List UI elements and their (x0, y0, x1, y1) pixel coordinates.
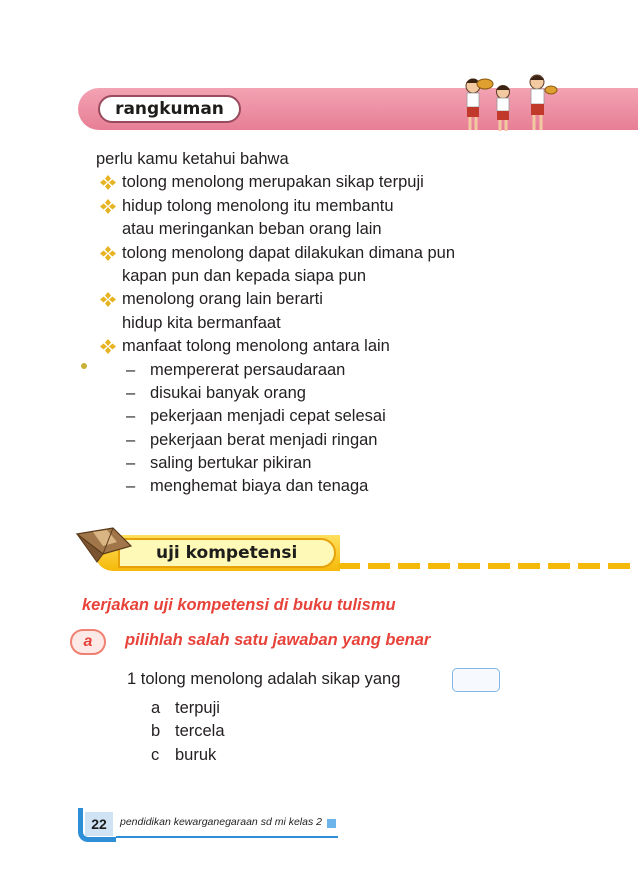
summary-list (96, 148, 455, 499)
test-header-label (118, 538, 336, 568)
summary-header-title: rangkuman (115, 99, 224, 119)
summary-point: manfaat tolong menolong antara lain (96, 335, 455, 358)
option-item[interactable]: c buruk (151, 745, 217, 764)
summary-point-continuation: hidup kita bermanfaat (122, 313, 281, 332)
diamond-bullet-icon (98, 335, 118, 358)
paper-plane-illustration (73, 524, 135, 564)
option-item[interactable]: b tercela (151, 722, 225, 741)
diamond-bullet-icon (98, 242, 118, 265)
diamond-bullet-icon (98, 288, 118, 311)
diamond-bullet-icon (98, 171, 118, 194)
summary-point: tolong menolong dapat dilakukan dimana pun (96, 242, 455, 265)
benefit-item: – pekerjaan menjadi cepat selesai (126, 407, 386, 426)
dash-decoration (338, 561, 638, 571)
benefit-item: – disukai banyak orang (126, 383, 306, 402)
summary-point-continuation: kapan pun dan kepada siapa pun (122, 266, 367, 285)
instruction-text: kerjakan uji kompetensi di buku tulismu (82, 596, 396, 614)
benefit-item: – menghemat biaya dan tenaga (126, 477, 369, 496)
section-title: pilihlah salah satu jawaban yang benar (125, 631, 431, 649)
section-letter-badge: a (70, 629, 106, 655)
summary-point-continuation: atau meringankan beban orang lain (122, 220, 382, 239)
children-illustration (455, 68, 565, 134)
margin-dot (81, 363, 87, 369)
summary-point: tolong menolong merupakan sikap terpuji (96, 171, 455, 194)
summary-header-label (98, 95, 241, 123)
benefit-item: – mempererat persaudaraan (126, 360, 346, 379)
test-header-title: uji kompetensi (156, 543, 298, 563)
diamond-bullet-icon (98, 195, 118, 218)
book-title: pendidikan kewarganegaraan sd mi kelas 2 (120, 816, 322, 828)
option-item[interactable]: a terpuji (151, 699, 220, 717)
answer-options (151, 697, 225, 767)
footer-square-icon (327, 819, 336, 828)
benefit-item: – saling bertukar pikiran (126, 454, 312, 473)
summary-point: menolong orang lain berarti (96, 288, 455, 311)
answer-field[interactable] (452, 668, 500, 692)
summary-point: hidup tolong menolong itu membantu (96, 195, 455, 218)
benefit-item: – pekerjaan berat menjadi ringan (126, 430, 378, 449)
summary-intro: perlu kamu ketahui bahwa (96, 150, 289, 168)
page-number: 22 (85, 812, 113, 836)
question (127, 670, 400, 689)
question-number: 1 (127, 670, 137, 688)
question-text: tolong menolong adalah sikap yang (140, 670, 401, 688)
footer-rule (116, 836, 338, 838)
